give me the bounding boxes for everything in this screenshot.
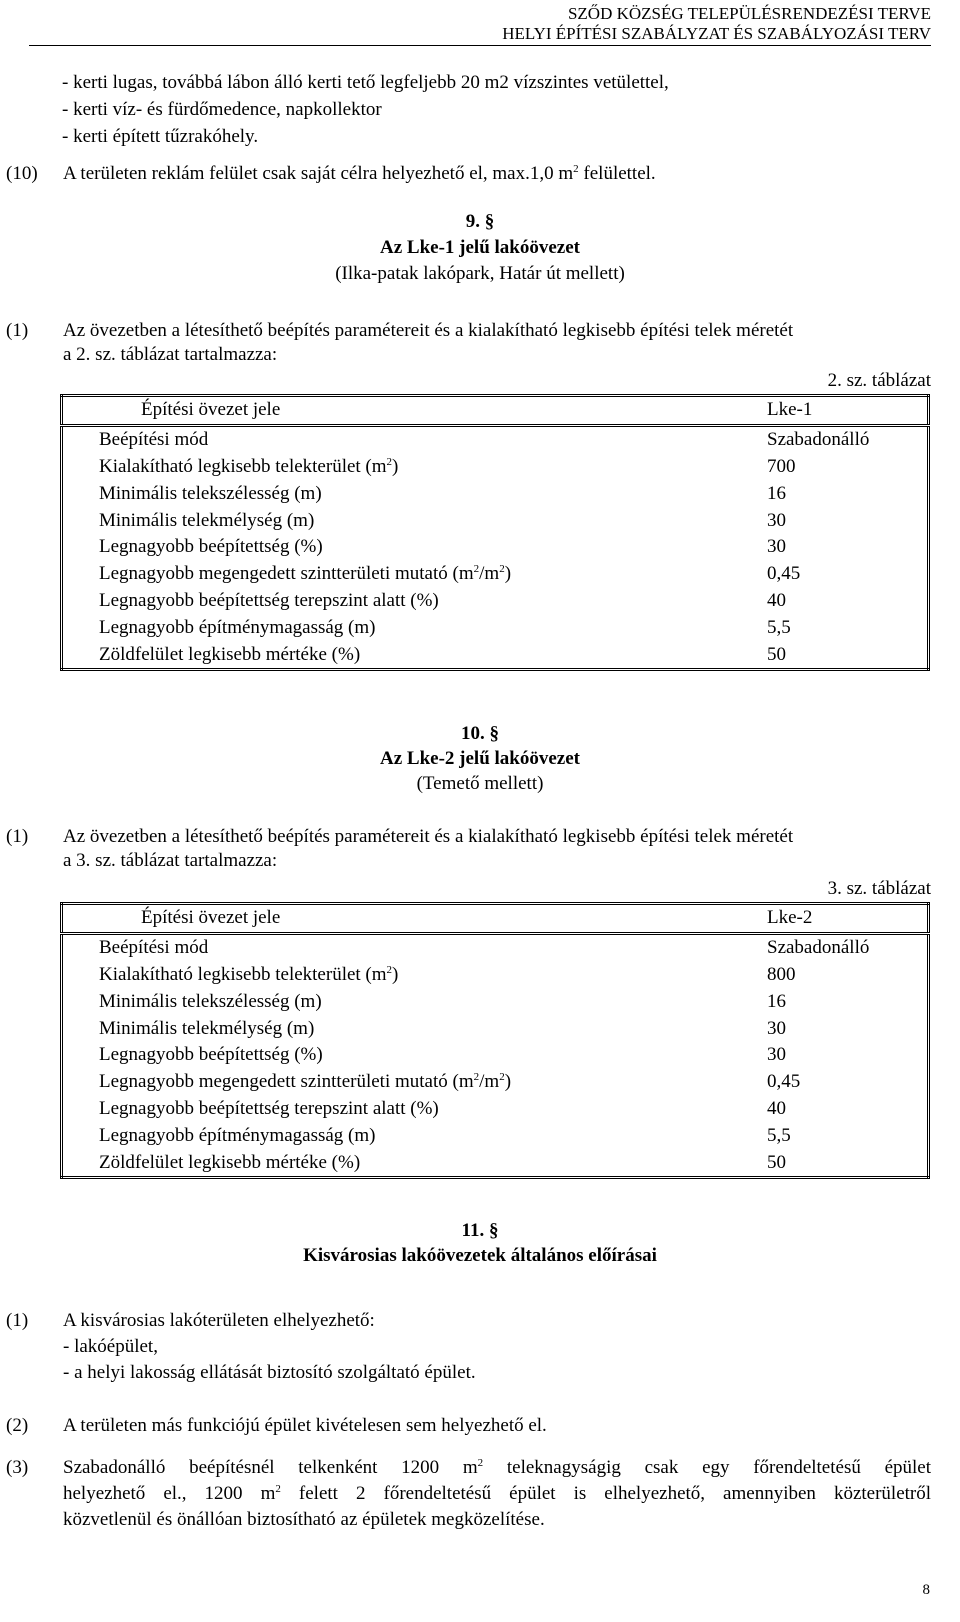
table-row [62,1149,929,1177]
table-cell-label: Minimális telekmélység (m) [99,509,315,531]
section-9-title: Az Lke-1 jelű lakóövezet [380,237,580,258]
section-10-para-line1: Az övezetben a létesíthető beépítés paramétereit és a kialakítható legkisebb építési telek méretét [63,826,794,847]
page-number: 8 [922,1582,930,1598]
table-row [62,1096,929,1123]
intro-list-item: - kerti épített tűzrakóhely. [62,126,259,147]
table-3 [60,902,930,1179]
list-item: - lakóépület, [63,1336,158,1357]
table-cell-value: 50 [767,643,786,665]
header-title-line1: SZŐD KÖZSÉG TELEPÜLÉSRENDEZÉSI TERVE [567,4,931,23]
table-cell-value: 16 [767,990,786,1012]
table-cell-label: Legnagyobb beépítettség terepszint alatt (%) [99,589,439,611]
table-row [62,534,929,561]
table-row [62,988,929,1015]
table-cell-value: 0,45 [767,563,801,585]
table-2-label: 2. sz. táblázat [827,370,931,391]
table-cell-label: Kialakítható legkisebb telekterület $(m^2)$ [99,455,399,477]
intro-list-item: - kerti víz- és fürdőmedence, napkollektor [62,99,382,120]
table-2 [60,394,930,671]
section-9-para-number: (1) [6,320,29,341]
table-cell-label: Legnagyobb megengedett szintterületi mutató $(m^2/m^2)$ [99,1071,512,1093]
table-cell-value: 30 [767,1017,786,1039]
table-row [62,1015,929,1042]
table-row [62,425,929,453]
table-row [62,962,929,989]
section-11-para3-number: (3) [6,1457,29,1478]
para10-number: (10) [6,163,38,184]
table-cell-label: Legnagyobb beépítettség (%) [99,536,323,558]
section-11-para2-text: A területen más funkciójú épület kivételesen sem helyezhető el. [63,1415,547,1436]
table-cell-value: 30 [767,1044,786,1066]
table-row [62,480,929,507]
para10-text: A területen reklám felület csak saját célra helyezhető el, max.1,0 $m^2$ felülettel. [63,163,656,184]
table-cell-label: Kialakítható legkisebb telekterület $(m^2)$ [99,963,399,985]
table-cell-value: 40 [767,1097,786,1119]
section-11-para3-line1: Szabadonálló beépítésnél telkenként 1200 $m^2$ teleknagyságig csak egy főrendeltetésű épület [63,1457,931,1478]
table-row [62,1042,929,1069]
table-3-label: 3. sz. táblázat [827,878,931,899]
table-cell-value: 5,5 [767,1124,791,1146]
table-cell-label: Minimális telekszélesség (m) [99,990,322,1012]
table-row [62,588,929,615]
section-9-para-line1: Az övezetben a létesíthető beépítés paramétereit és a kialakítható legkisebb építési telek méretét [63,320,794,341]
section-11-para3-line3: közvetlenül és önállóan biztosítható az épületek megközelítése. [63,1509,545,1530]
table-cell-label: Minimális telekmélység (m) [99,1017,315,1039]
table-cell-value: 800 [767,963,796,985]
section-11-para1-text: A kisvárosias lakóterületen elhelyezhető: [63,1310,375,1331]
table-cell-value: Szabadonálló [767,937,870,959]
table-header-label: Építési övezet jele [62,396,768,426]
table-header-row [62,396,929,426]
table-cell-label: Legnagyobb építménymagasság (m) [99,1124,376,1146]
header-rule [29,45,931,46]
table-row [62,641,929,669]
table-cell-label: Minimális telekszélesség (m) [99,482,322,504]
table-cell-label: Zöldfelület legkisebb mértéke (%) [99,1151,361,1173]
table-cell-label: Legnagyobb megengedett szintterületi mutató $(m^2/m^2)$ [99,563,512,585]
section-9-number: 9. § [465,211,495,232]
table-cell-value: 50 [767,1151,786,1173]
table-cell-value: 16 [767,482,786,504]
table-cell-value: Szabadonálló [767,429,870,451]
section-9-subtitle: (Ilka-patak lakópark, Határ út mellett) [335,263,625,284]
table-row [62,561,929,588]
section-11-para2-number: (2) [6,1415,29,1436]
table-row [62,933,929,961]
section-11-para1-number: (1) [6,1310,29,1331]
table-header-label: Építési övezet jele [62,904,768,934]
section-11-number: 11. § [461,1220,499,1241]
table-cell-value: 30 [767,536,786,558]
section-9-para-line2: a 2. sz. táblázat tartalmazza: [63,344,278,365]
section-10-title: Az Lke-2 jelű lakóövezet [380,748,580,769]
section-11-title: Kisvárosias lakóövezetek általános előírásai [303,1245,657,1266]
section-10-number: 10. § [461,723,499,744]
section-10-subtitle: (Temető mellett) [416,773,544,794]
table-row [62,1069,929,1096]
table-cell-label: Legnagyobb építménymagasság (m) [99,616,376,638]
table-cell-value: 30 [767,509,786,531]
section-10-para-number: (1) [6,826,29,847]
list-item: - a helyi lakosság ellátását biztosító szolgáltató épület. [63,1362,476,1383]
table-header-value: Lke-1 [767,396,929,426]
table-cell-label: Legnagyobb beépítettség terepszint alatt (%) [99,1097,439,1119]
table-cell-value: 5,5 [767,616,791,638]
header-title-line2: HELYI ÉPÍTÉSI SZABÁLYZAT ÉS SZABÁLYOZÁSI TERV [502,24,931,43]
table-header-value: Lke-2 [767,904,929,934]
table-cell-label: Legnagyobb beépítettség (%) [99,1044,323,1066]
table-row [62,454,929,481]
section-11-para3-line2: helyezhető el., 1200 $m^2$ felett 2 főrendeltetésű épület is elhelyezhető, amennyiben közterületről [63,1483,932,1504]
table-header-row [62,904,929,934]
table-row [62,507,929,534]
section-10-para-line2: a 3. sz. táblázat tartalmazza: [63,850,278,871]
table-row [62,1122,929,1149]
table-cell-value: 0,45 [767,1071,801,1093]
table-cell-label: Zöldfelület legkisebb mértéke (%) [99,643,361,665]
intro-list-item: - kerti lugas, továbbá lábon álló kerti tető legfeljebb 20 m2 vízszintes vetülettel, [62,72,669,93]
table-cell-value: 40 [767,589,786,611]
table-cell-value: 700 [767,455,796,477]
table-row [62,614,929,641]
table-cell-label: Beépítési mód [99,429,209,451]
table-cell-label: Beépítési mód [99,937,209,959]
